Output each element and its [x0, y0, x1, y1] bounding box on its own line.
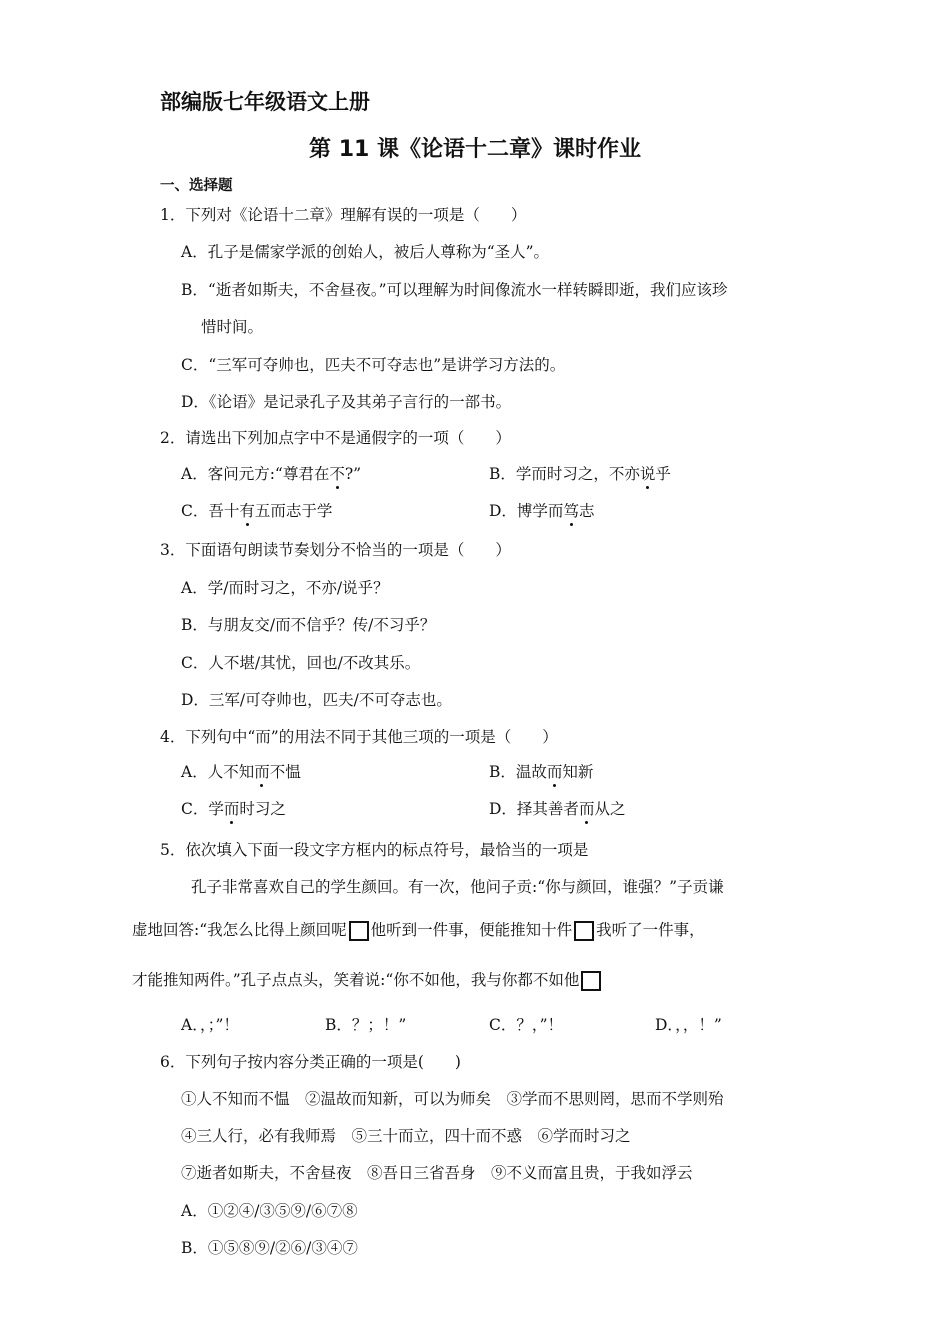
q2-c-dotted-char: 有 — [239, 502, 255, 520]
q5-passage-line1: 孔子非常喜欢自己的学生颜回。有一次，他问子贡:“你与颜回，谁强？”子贡谦 — [191, 878, 724, 896]
q2-option-c — [181, 501, 332, 521]
q2-a-suffix: ?” — [344, 465, 362, 483]
q4-a-prefix: A．人不知 — [181, 763, 255, 781]
q4-c-prefix: C．学 — [181, 800, 224, 818]
book-title: 部编版七年级语文上册 — [160, 90, 370, 114]
q4-c-suffix: 时习之 — [239, 800, 286, 818]
q4-a-suffix: 不愠 — [269, 763, 301, 781]
q2-c-prefix: C．吾十 — [181, 502, 240, 520]
q5-passage-line2 — [132, 920, 705, 941]
q1-option-d: D．《论语》是记录孔子及其弟子言行的一部书。 — [181, 393, 512, 411]
q3-option-a: A．学/而时习之，不亦/说乎？ — [181, 579, 389, 597]
q6-option-a: A．①②④/③⑤⑨/⑥⑦⑧ — [181, 1202, 358, 1220]
q5-option-b: B．？；！” — [325, 1016, 407, 1034]
q4-option-a — [181, 762, 301, 782]
q4-d-prefix: D．择其善者 — [489, 800, 579, 818]
q2-d-suffix: 志 — [578, 502, 595, 520]
q5-line2-part1: 虚地回答:“我怎么比得上颜回呢 — [132, 921, 347, 939]
q2-a-prefix: A．客问元方:“尊君在 — [181, 465, 330, 483]
q2-b-prefix: B．学而时习之，不亦 — [489, 465, 640, 483]
q6-stem: 6．下列句子按内容分类正确的一项是( ) — [160, 1053, 461, 1071]
q3-option-c: C．人不堪/其忧，回也/不改其乐。 — [181, 654, 421, 672]
q6-option-b: B．①⑤⑧⑨/②⑥/③④⑦ — [181, 1239, 358, 1257]
lesson-title: 第 11 课《论语十二章》课时作业 — [309, 137, 641, 162]
q5-option-d: D．，，！” — [655, 1016, 722, 1034]
q6-sentences-row3: ⑦逝者如斯夫，不舍昼夜 ⑧吾日三省吾身 ⑨不义而富且贵，于我如浮云 — [181, 1164, 693, 1182]
blank-box-1 — [349, 921, 369, 941]
q2-a-dotted-char: 不 — [329, 465, 345, 483]
q5-passage-line3 — [132, 970, 603, 991]
blank-box-2 — [574, 921, 594, 941]
q5-line2-part3: 我听了一件事， — [596, 921, 705, 939]
q5-option-c: C．？，”！ — [489, 1016, 564, 1034]
q2-option-d — [489, 501, 594, 521]
q1-option-a: A．孔子是儒家学派的创始人，被后人尊称为“圣人”。 — [181, 243, 550, 261]
q5-option-a: A．，；”！ — [181, 1016, 239, 1034]
q4-d-suffix: 从之 — [594, 800, 626, 818]
q6-sentences-row2: ④三人行，必有我师焉 ⑤三十而立，四十而不惑 ⑥学而时习之 — [181, 1127, 631, 1145]
q4-option-d — [489, 799, 625, 819]
q2-stem: 2．请选出下列加点字中不是通假字的一项（ ） — [160, 429, 511, 447]
q1-stem: 1．下列对《论语十二章》理解有误的一项是（ ） — [160, 206, 527, 224]
q5-line2-part2: 他听到一件事，便能推知十件 — [370, 921, 573, 939]
q5-stem: 5．依次填入下面一段文字方框内的标点符号，最恰当的一项是 — [160, 841, 589, 859]
q4-b-prefix: B．温故 — [489, 763, 547, 781]
q3-stem: 3．下面语句朗读节奏划分不恰当的一项是（ ） — [160, 541, 511, 559]
q2-d-dotted-char: 笃 — [563, 502, 579, 520]
q2-d-prefix: D．博学而 — [489, 502, 564, 520]
q6-sentences-row1: ①人不知而不愠 ②温故而知新，可以为师矣 ③学而不思则罔，思而不学则殆 — [181, 1090, 724, 1108]
q2-c-suffix: 五而志于学 — [254, 502, 333, 520]
blank-box-3 — [581, 971, 601, 991]
q1-option-c: C．“三军可夺帅也，匹夫不可夺志也”是讲学习方法的。 — [181, 356, 566, 374]
q4-option-c — [181, 799, 286, 819]
q3-option-d: D．三军/可夺帅也，匹夫/不可夺志也。 — [181, 691, 452, 709]
q4-d-dotted-char: 而 — [578, 800, 595, 818]
q4-c-dotted-char: 而 — [223, 800, 240, 818]
q3-option-b: B．与朋友交/而不信乎？传/不习乎？ — [181, 616, 436, 634]
q4-b-suffix: 知新 — [562, 763, 594, 781]
q4-stem: 4．下列句中“而”的用法不同于其他三项的一项是（ ） — [160, 728, 558, 746]
q5-line3-part1: 才能推知两件。”孔子点点头，笑着说:“你不如他，我与你都不如他 — [132, 971, 580, 989]
q2-option-a — [181, 464, 361, 484]
q4-b-dotted-char: 而 — [546, 763, 563, 781]
q2-b-dotted-char: 说 — [639, 465, 656, 483]
q4-option-b — [489, 762, 593, 782]
q1-option-b-line1: B．“逝者如斯夫，不舍昼夜。”可以理解为时间像流水一样转瞬即逝，我们应该珍 — [181, 281, 728, 299]
q1-option-b-line2: 惜时间。 — [201, 318, 264, 336]
q2-b-suffix: 乎 — [655, 465, 671, 483]
section-heading: 一、选择题 — [160, 178, 233, 194]
q2-option-b — [489, 464, 671, 484]
q4-a-dotted-char: 而 — [254, 763, 270, 781]
